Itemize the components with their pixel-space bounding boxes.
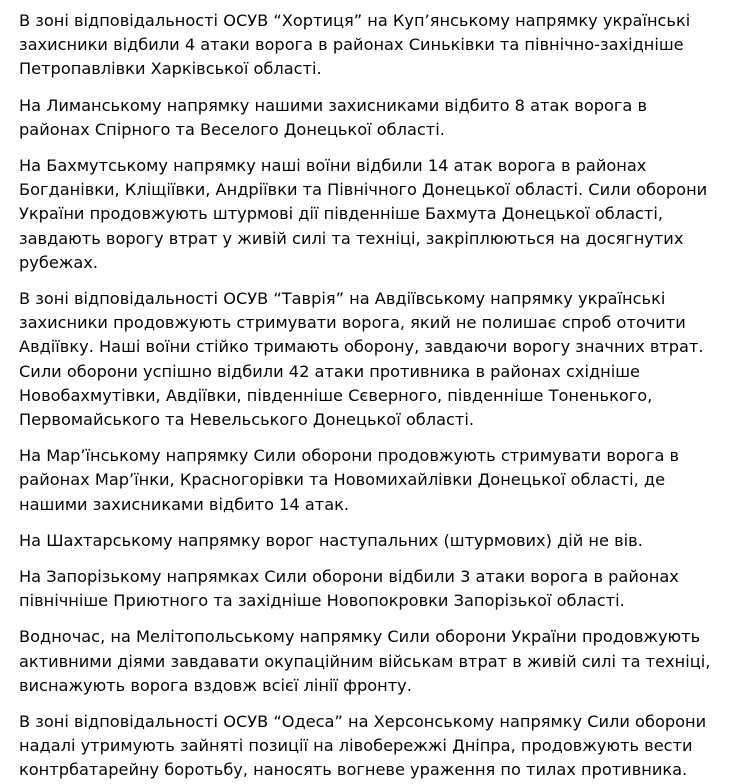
paragraph-lyman: На Лиманському напрямку нашими захисниками відбито 8 атак ворога в районах Спірного та Веселого Донецької області. xyxy=(19,95,648,139)
paragraph-kupiansk: В зоні відповідальності ОСУВ “Хортиця” на Куп’янському напрямку українські захисники відбили 4 атаки ворога в районах Синьківки та північно-західніше Петропавлівки Харківської області. xyxy=(19,11,691,79)
paragraph-bakhmut: На Бахмутському напрямку наші воїни відбили 14 атак ворога в районах Богданівки, Кліщіївки, Андріївки та Північного Донецької області. Сили оборони України продовжують штурмові дії південніше Бахмута Донецької області, завдають ворогу втрат у живій силі та техніці, закріплюються на досягнутих рубежах. xyxy=(19,156,708,272)
paragraph-marinka: На Мар’їнському напрямку Сили оборони продовжують стримувати ворога в районах Мар’їнки, Красногорівки та Новомихайлівки Донецької області, де нашими захисниками відбито 14 атак. xyxy=(19,446,680,514)
paragraph-zaporizhzhia: На Запорізькому напрямках Сили оборони відбили 3 атаки ворога в районах північніше Приютного та західніше Новопокровки Запорізької області. xyxy=(19,567,679,611)
paragraph-kherson: В зоні відповідальності ОСУВ “Одеса” на Херсонському напрямку Сили оборони надалі утримують зайняті позиції на лівобережжі Дніпра, продовжують вести контрбатарейну боротьбу, наносять вогневе ураження по тилах противника. xyxy=(19,712,707,780)
paragraph-melitopol: Водночас, на Мелітопольському напрямку Сили оборони України продовжують активними діями завдавати окупаційним військам втрат в живій силі та техніці, виснажують ворога вздовж всієї лінії фронту. xyxy=(19,627,711,695)
paragraph-shakhtarsk: На Шахтарському напрямку ворог наступальних (штурмових) дій не вів. xyxy=(19,530,643,550)
paragraph-avdiivka: В зоні відповідальності ОСУВ “Таврія” на Авдіївському напрямку українські захисники продовжують стримувати ворога, який не полишає спроб оточити Авдіївку. Наші воїни стійко тримають оборону, завдаючи ворогу значних втрат. Сили оборони успішно відбили 42 атаки противника в районах східніше Новобахмутівки, Авдіївки, південніше Сєверного, південніше Тоненького, Первомайського та Невельського Донецької області. xyxy=(19,289,704,430)
